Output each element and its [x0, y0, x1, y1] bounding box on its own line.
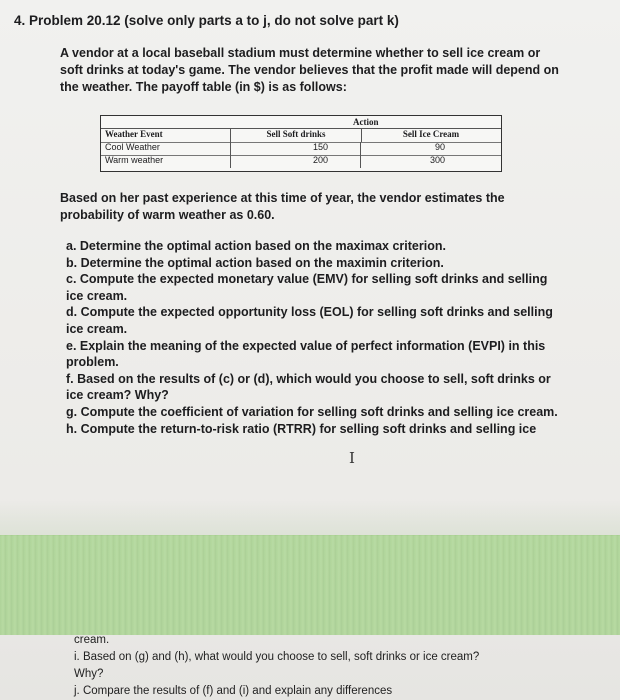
table-row — [101, 155, 501, 168]
screen-moire-band — [0, 535, 620, 635]
row-ice-value: 90 — [434, 142, 445, 152]
bottom-line: cream. — [74, 634, 110, 646]
row-ice-value: 300 — [429, 155, 445, 165]
intro-paragraph: A vendor at a local baseball stadium must determine whether to sell ice cream or soft drinks at today's game. The vendor believes that the profit made will depend on the weather. The payoff table (in $) is as follows: — [60, 46, 559, 94]
row-soft-value: 150 — [231, 142, 361, 155]
question-i: i. Based on (g) and (h), what would you choose to sell, soft drinks or ice cream? — [74, 651, 480, 663]
problem-heading: 4. Problem 20.12 (solve only parts a to j, do not solve part k) — [14, 13, 399, 28]
table-row — [101, 142, 501, 156]
screen-glare — [0, 500, 620, 536]
question-f: f. Based on the results of (c) or (d), which would you choose to sell, soft drinks or ice cream? Why? — [66, 371, 551, 403]
question-h: h. Compute the return-to-risk ratio (RTRR) for selling soft drinks and selling ice — [66, 421, 537, 436]
header-sell-ice-cream: Sell Ice Cream — [402, 129, 460, 139]
question-j: j. Compare the results of (f) and (i) and explain any differences — [74, 685, 393, 697]
question-b: b. Determine the optimal action based on the maximin criterion. — [66, 255, 444, 270]
question-g: g. Compute the coefficient of variation for selling soft drinks and selling ice cream. — [66, 404, 558, 419]
header-sell-soft-drinks: Sell Soft drinks — [231, 129, 362, 142]
question-a: a. Determine the optimal action based on the maximax criterion. — [66, 239, 446, 253]
row-event: Warm weather — [101, 155, 231, 168]
bottom-line: Why? — [74, 668, 104, 680]
table-header-row — [101, 129, 501, 143]
row-event: Cool Weather — [101, 142, 231, 155]
question-c: c. Compute the expected monetary value (EMV) for selling soft drinks and selling ice cream. — [66, 272, 548, 303]
row-soft-value: 200 — [231, 155, 361, 168]
header-weather-event: Weather Event — [101, 129, 231, 142]
probability-paragraph: Based on her past experience at this time of year, the vendor estimates the probability of warm weather as 0.60. — [60, 191, 505, 222]
question-e: e. Explain the meaning of the expected value of perfect information (EVPI) in this problem. — [66, 338, 546, 370]
table-action-header — [101, 116, 501, 129]
question-list — [66, 238, 561, 437]
continued-text — [70, 632, 590, 700]
action-label: Action — [353, 117, 379, 127]
payoff-table — [100, 115, 502, 172]
question-d: d. Compute the expected opportunity loss (EOL) for selling soft drinks and selling ice cream. — [66, 305, 553, 336]
text-cursor-icon: I — [349, 449, 355, 467]
